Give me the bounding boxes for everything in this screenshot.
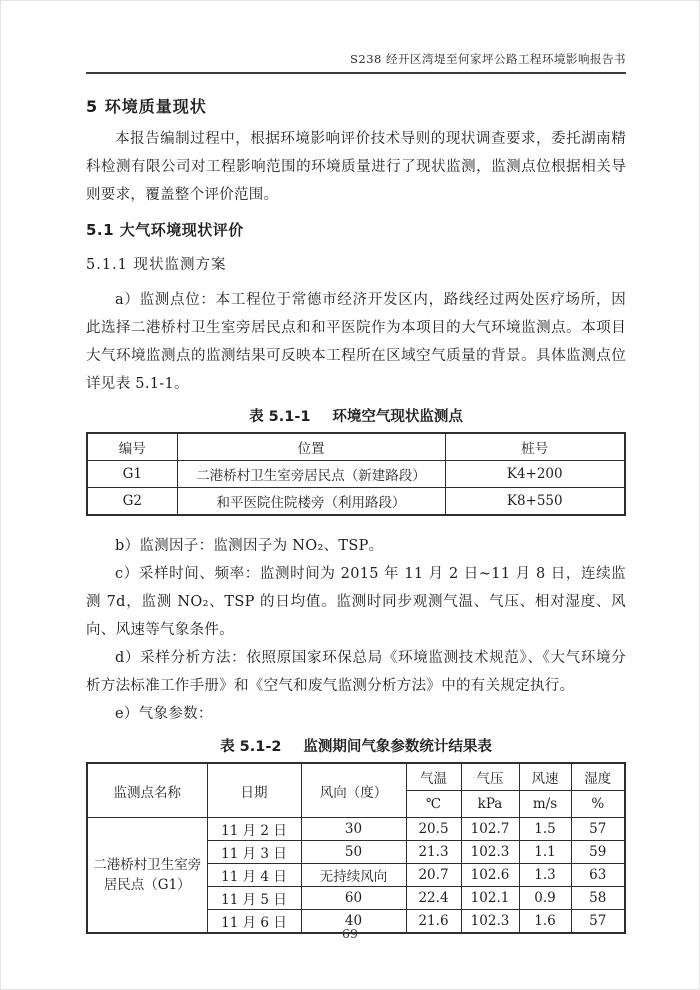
table-header-row	[87, 763, 625, 791]
table-cell: 0.9	[519, 887, 571, 910]
table1-header-id: 编号	[87, 433, 177, 461]
page-number: 69	[342, 926, 358, 941]
table-cell: 1.6	[519, 910, 571, 934]
table-cell: 20.7	[406, 864, 461, 887]
paragraph-intro: 本报告编制过程中，根据环境影响评价技术导则的现状调查要求，委托湖南精科检测有限公司对工程影响范围的环境质量进行了现状监测，监测点位根据相关导则要求，覆盖整个评价范围。	[86, 131, 626, 203]
table-cell: 58	[571, 887, 625, 910]
paragraph-item-c: c）采样时间、频率：监测时间为 2015 年 11 月 2 日~11 月 8 日，连续监测 7d，监测 NO₂、TSP 的日均值。监测时同步观测气温、气压、相对湿度、风向、风速等气象条件。	[86, 566, 626, 638]
heading-5-1-1: 5.1.1 现状监测方案	[86, 257, 227, 273]
paragraph-item-b: b）监测因子：监测因子为 NO₂、TSP。	[115, 538, 384, 554]
table-cell: 1.3	[519, 864, 571, 887]
paragraph-item-d: d）采样分析方法：依照原国家环保总局《环境监测技术规范》、《大气环境分析方法标准工作手册》和《空气和废气监测分析方法》中的有关规定执行。	[86, 650, 626, 694]
table-cell: K8+550	[445, 488, 625, 516]
table-cell: G2	[87, 488, 177, 516]
table-cell: 11 月 5 日	[207, 887, 301, 910]
table-cell: 102.3	[461, 910, 519, 934]
table1-caption	[86, 405, 626, 426]
table1-caption-title: 环境空气现状监测点	[332, 409, 463, 425]
table1-header-stake: 桩号	[445, 433, 625, 461]
table-cell: 40	[301, 910, 406, 934]
table-cell: 21.6	[406, 910, 461, 934]
table-cell: 11 月 2 日	[207, 818, 301, 841]
table-cell: 1.5	[519, 818, 571, 841]
table2-caption-label: 表 5.1-2	[220, 739, 282, 755]
paragraph-item-a: a）监测点位：本工程位于常德市经济开发区内，路线经过两处医疗场所，因此选择二港桥村卫生室旁居民点和和平医院作为本项目的大气环境监测点。本项目大气环境监测点的监测结果可反映本工程所在区域空气质量的背景。具体监测点位详见表 5.1-1。	[86, 292, 626, 392]
table-cell: 1.1	[519, 841, 571, 864]
table-cell: 102.1	[461, 887, 519, 910]
table-air-monitoring-points	[86, 432, 626, 516]
table-cell: 21.3	[406, 841, 461, 864]
table2-header-humidity: 湿度	[571, 763, 625, 791]
table-cell: 20.5	[406, 818, 461, 841]
table-cell: 59	[571, 841, 625, 864]
table-row	[87, 488, 625, 516]
table-cell: 二港桥村卫生室旁居民点（新建路段）	[177, 461, 445, 488]
table-cell: 102.6	[461, 864, 519, 887]
table2-station-cell: 二港桥村卫生室旁居民点（G1）	[87, 818, 207, 934]
heading-chapter-5: 5 环境质量现状	[86, 97, 207, 116]
page-content	[86, 51, 626, 934]
table-weather-parameters	[86, 762, 626, 934]
table2-header-temperature: 气温	[406, 763, 461, 791]
table-cell: 57	[571, 910, 625, 934]
table-cell: K4+200	[445, 461, 625, 488]
table-cell: 30	[301, 818, 406, 841]
heading-5-1: 5.1 大气环境现状评价	[86, 221, 244, 239]
table2-caption	[86, 735, 626, 756]
table2-caption-title: 监测期间气象参数统计结果表	[303, 739, 492, 755]
table2-header-station: 监测点名称	[87, 763, 207, 818]
table-cell: 11 月 3 日	[207, 841, 301, 864]
table-cell: G1	[87, 461, 177, 488]
table2-header-pressure: 气压	[461, 763, 519, 791]
table2-header-wind-speed: 风速	[519, 763, 571, 791]
table-cell: 57	[571, 818, 625, 841]
table-cell: 11 月 4 日	[207, 864, 301, 887]
table-cell: 11 月 6 日	[207, 910, 301, 934]
table-cell: 和平医院住院楼旁（利用路段）	[177, 488, 445, 516]
table-cell: 无持续风向	[301, 864, 406, 887]
table2-header-wind-direction: 风向（度）	[301, 763, 406, 818]
table-cell: 63	[571, 864, 625, 887]
table2-unit-pressure: kPa	[461, 791, 519, 818]
table-cell: 102.3	[461, 841, 519, 864]
table-cell: 102.7	[461, 818, 519, 841]
table-cell: 50	[301, 841, 406, 864]
table-row	[87, 461, 625, 488]
table2-unit-wind-speed: m/s	[519, 791, 571, 818]
table1-header-location: 位置	[177, 433, 445, 461]
table2-header-date: 日期	[207, 763, 301, 818]
running-header: S238 经开区湾堤至何家坪公路工程环境影响报告书	[86, 51, 626, 74]
table2-unit-temperature: ℃	[406, 791, 461, 818]
table-cell: 60	[301, 887, 406, 910]
table1-caption-label: 表 5.1-1	[249, 409, 311, 425]
table2-unit-humidity: %	[571, 791, 625, 818]
table-header-row	[87, 433, 625, 461]
table-row	[87, 818, 625, 841]
paragraph-item-e: e）气象参数：	[115, 706, 213, 722]
table-cell: 22.4	[406, 887, 461, 910]
